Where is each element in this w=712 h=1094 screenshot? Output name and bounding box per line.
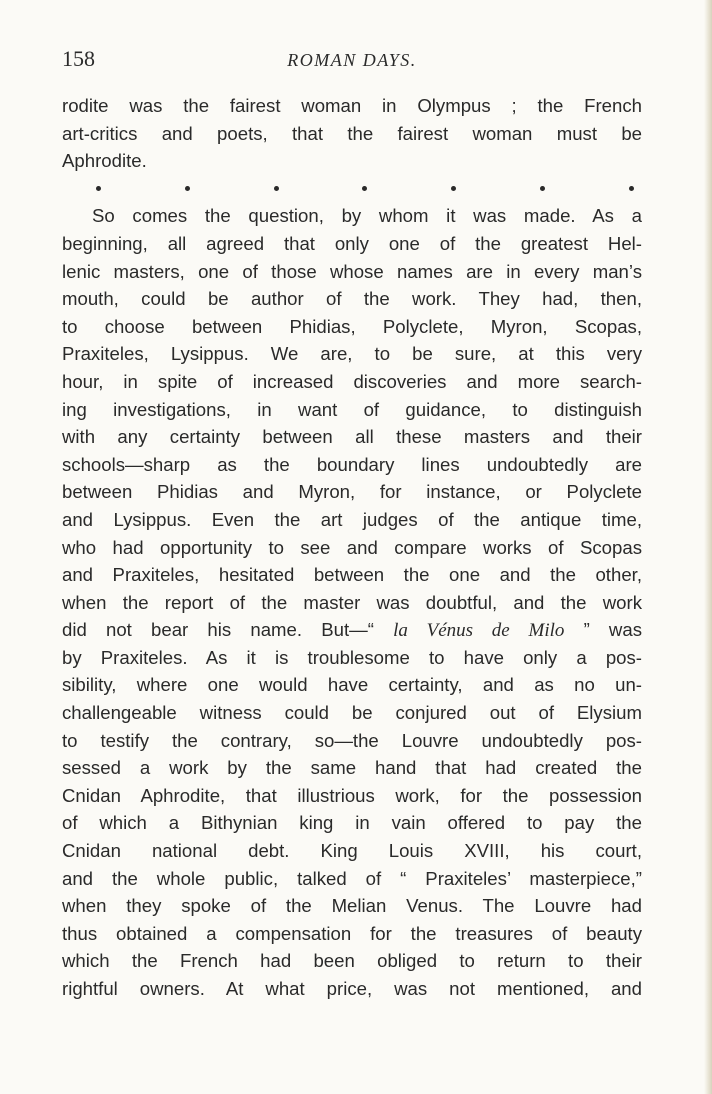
venus-title: la Vénus de Milo: [393, 620, 565, 642]
text-line: Cnidan national debt. King Louis XVIII, his court,: [62, 840, 642, 862]
text-line: to testify the contrary, so—the Louvre undoubtedly pos-: [62, 729, 642, 751]
text-line: who had opportunity to see and compare works of Scopas: [62, 536, 642, 558]
text-line: Praxiteles, Lysippus. We are, to be sure, at this very: [62, 343, 642, 365]
text-line: when they spoke of the Melian Venus. The Louvre had: [62, 895, 642, 917]
text-line: with any certainty between all these masters and their: [62, 426, 642, 448]
text-line: sibility, where one would have certainty, and as no un-: [62, 674, 642, 696]
text-line-venus: [62, 616, 642, 644]
text-line: and Lysippus. Even the art judges of the antique time,: [62, 508, 642, 530]
text-line: ing investigations, in want of guidance, to distinguish: [62, 398, 642, 420]
venus-after: ” was: [564, 619, 642, 641]
text-line: sessed a work by the same hand that had created the: [62, 757, 642, 779]
dot: [451, 186, 456, 191]
running-title: ROMAN DAYS.: [287, 50, 417, 70]
text-line: art-critics and poets, that the fairest woman must be: [62, 122, 642, 144]
text-line: of which a Bithynian king in vain offered to pay the: [62, 812, 642, 834]
ellipsis-separator: [62, 175, 642, 203]
text-line: beginning, all agreed that only one of the greatest Hel-: [62, 232, 642, 254]
text-line: rodite was the fairest woman in Olympus ; the French: [62, 95, 642, 116]
text-line: schools—sharp as the boundary lines undoubtedly are: [62, 453, 642, 475]
page-header: [62, 46, 642, 80]
text-line: challengeable witness could be conjured out of Elysium: [62, 702, 642, 724]
text-line: between Phidias and Myron, for instance, or Polyclete: [62, 481, 642, 503]
text-line: which the French had been obliged to return to their: [62, 950, 642, 972]
venus-before: did not bear his name. But—“: [62, 619, 394, 641]
dot: [274, 186, 279, 191]
text-line: lenic masters, one of those whose names are in every man’s: [62, 260, 642, 282]
text-line: mouth, could be author of the work. They had, then,: [62, 288, 642, 310]
text-line: Cnidan Aphrodite, that illustrious work, for the possession: [62, 784, 642, 806]
text-line: So comes the question, by whom it was made. As a: [92, 205, 642, 227]
dot: [362, 186, 367, 191]
text-line: hour, in spite of increased discoveries and more search-: [62, 370, 642, 392]
page-number: 158: [62, 46, 95, 71]
text-line: when the report of the master was doubtful, and the work: [62, 591, 642, 613]
text-line: and the whole public, talked of “ Praxiteles’ masterpiece,”: [62, 867, 642, 889]
dot: [96, 186, 101, 191]
page-edge: [704, 0, 712, 1094]
text-line: thus obtained a compensation for the treasures of beauty: [62, 922, 642, 944]
text-line: and Praxiteles, hesitated between the one and the other,: [62, 564, 642, 586]
text-line: rightful owners. At what price, was not mentioned, and: [62, 978, 642, 999]
text-line: to choose between Phidias, Polyclete, Myron, Scopas,: [62, 315, 642, 337]
dot: [540, 186, 545, 191]
text-line: by Praxiteles. As it is troublesome to have only a pos-: [62, 646, 642, 668]
dot: [629, 186, 634, 191]
body-text: [62, 92, 642, 1003]
text-line: Aphrodite.: [62, 150, 147, 172]
dot: [185, 186, 190, 191]
